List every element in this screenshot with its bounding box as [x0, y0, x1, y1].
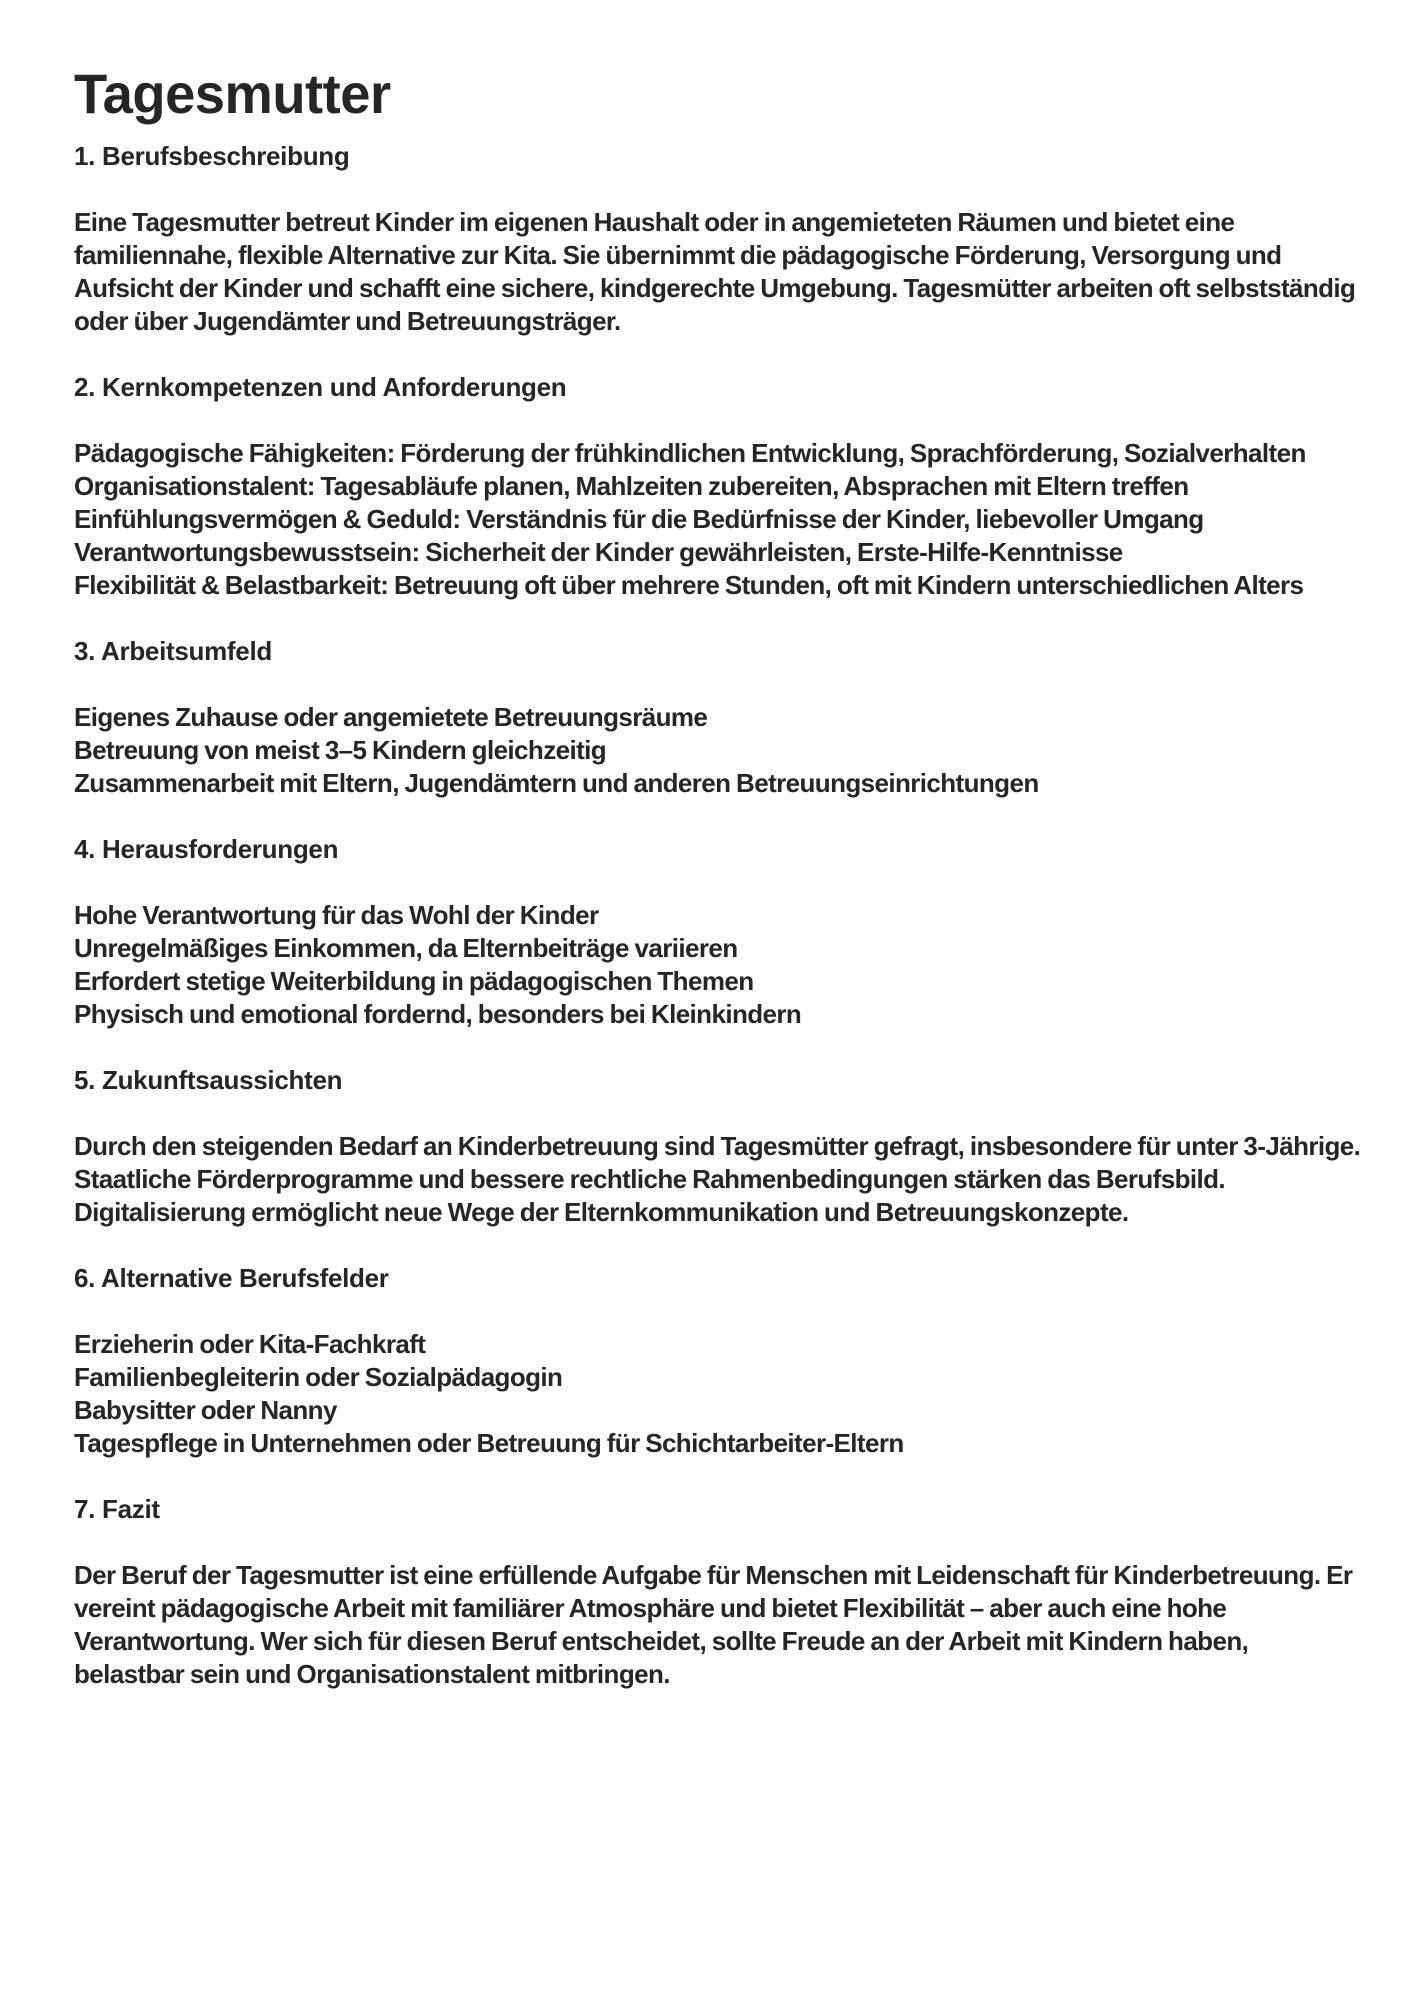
document-page: [74, 56, 1364, 1724]
section-heading: 3. Arbeitsumfeld: [74, 636, 272, 666]
section-kernkompetenzen: [74, 371, 1364, 602]
list-item: Einfühlungsvermögen & Geduld: Verständnis für die Bedürfnisse der Kinder, liebevoller Umgang: [74, 504, 1204, 534]
list-item: Hohe Verantwortung für das Wohl der Kinder: [74, 900, 599, 930]
section-paragraph: Eine Tagesmutter betreut Kinder im eigenen Haushalt oder in angemieteten Räumen und bietet eine familiennahe, flexible Alternative zur Kita. Sie übernimmt die pädagogische Förderung, Versorgung und Aufsicht der Kinder und schafft eine sichere, kindgerechte Umgebung. Tagesmütter arbeiten oft selbstständig oder über Jugendämter und Betreuungsträger.: [74, 207, 1356, 336]
list-item: Physisch und emotional fordernd, besonders bei Kleinkindern: [74, 999, 802, 1029]
section-fazit: [74, 1493, 1364, 1691]
list-item: Eigenes Zuhause oder angemietete Betreuungsräume: [74, 702, 708, 732]
list-item: Familienbegleiterin oder Sozialpädagogin: [74, 1362, 563, 1392]
section-heading: 4. Herausforderungen: [74, 834, 339, 864]
list-item: Babysitter oder Nanny: [74, 1395, 337, 1425]
section-zukunftsaussichten: [74, 1064, 1364, 1229]
section-heading: 2. Kernkompetenzen und Anforderungen: [74, 372, 567, 402]
section-heading: 1. Berufsbeschreibung: [74, 141, 350, 171]
list-item: Zusammenarbeit mit Eltern, Jugendämtern und anderen Betreuungseinrichtungen: [74, 768, 1039, 798]
section-herausforderungen: [74, 833, 1364, 1031]
list-item: Tagespflege in Unternehmen oder Betreuung für Schichtarbeiter-Eltern: [74, 1428, 904, 1458]
alternatives-list: [74, 1328, 1364, 1460]
section-berufsbeschreibung: [74, 140, 1364, 338]
list-item: Unregelmäßiges Einkommen, da Elternbeiträge variieren: [74, 933, 738, 963]
list-item: Verantwortungsbewusstsein: Sicherheit der Kinder gewährleisten, Erste-Hilfe-Kenntnisse: [74, 537, 1123, 567]
list-item: Erzieherin oder Kita-Fachkraft: [74, 1329, 426, 1359]
list-item: Erfordert stetige Weiterbildung in pädagogischen Themen: [74, 966, 754, 996]
competency-list: [74, 437, 1364, 602]
list-item: Betreuung von meist 3–5 Kindern gleichzeitig: [74, 735, 607, 765]
page-title: Tagesmutter: [74, 62, 391, 125]
list-item: Flexibilität & Belastbarkeit: Betreuung oft über mehrere Stunden, oft mit Kindern unterschiedlichen Alters: [74, 570, 1304, 600]
section-paragraph: Durch den steigenden Bedarf an Kinderbetreuung sind Tagesmütter gefragt, insbesondere für unter 3-Jährige. Staatliche Förderprogramme und bessere rechtliche Rahmenbedingungen stärken das Berufsbild. Digitalisierung ermöglicht neue Wege der Elternkommunikation und Betreuungskonzepte.: [74, 1131, 1361, 1227]
section-heading: 6. Alternative Berufsfelder: [74, 1263, 389, 1293]
section-alternative-berufsfelder: [74, 1262, 1364, 1460]
section-arbeitsumfeld: [74, 635, 1364, 800]
section-paragraph: Der Beruf der Tagesmutter ist eine erfüllende Aufgabe für Menschen mit Leidenschaft für Kinderbetreuung. Er vereint pädagogische Arbeit mit familiärer Atmosphäre und bietet Flexibilität – aber auch eine hohe Verantwortung. Wer sich für diesen Beruf entscheidet, sollte Freude an der Arbeit mit Kindern haben, belastbar sein und Organisationstalent mitbringen.: [74, 1560, 1353, 1689]
list-item: Organisationstalent: Tagesabläufe planen, Mahlzeiten zubereiten, Absprachen mit Eltern treffen: [74, 471, 1189, 501]
challenges-list: [74, 899, 1364, 1031]
section-heading: 7. Fazit: [74, 1494, 160, 1524]
list-item: Pädagogische Fähigkeiten: Förderung der frühkindlichen Entwicklung, Sprachförderung, Sozialverhalten: [74, 438, 1306, 468]
section-heading: 5. Zukunftsaussichten: [74, 1065, 343, 1095]
environment-list: [74, 701, 1364, 800]
